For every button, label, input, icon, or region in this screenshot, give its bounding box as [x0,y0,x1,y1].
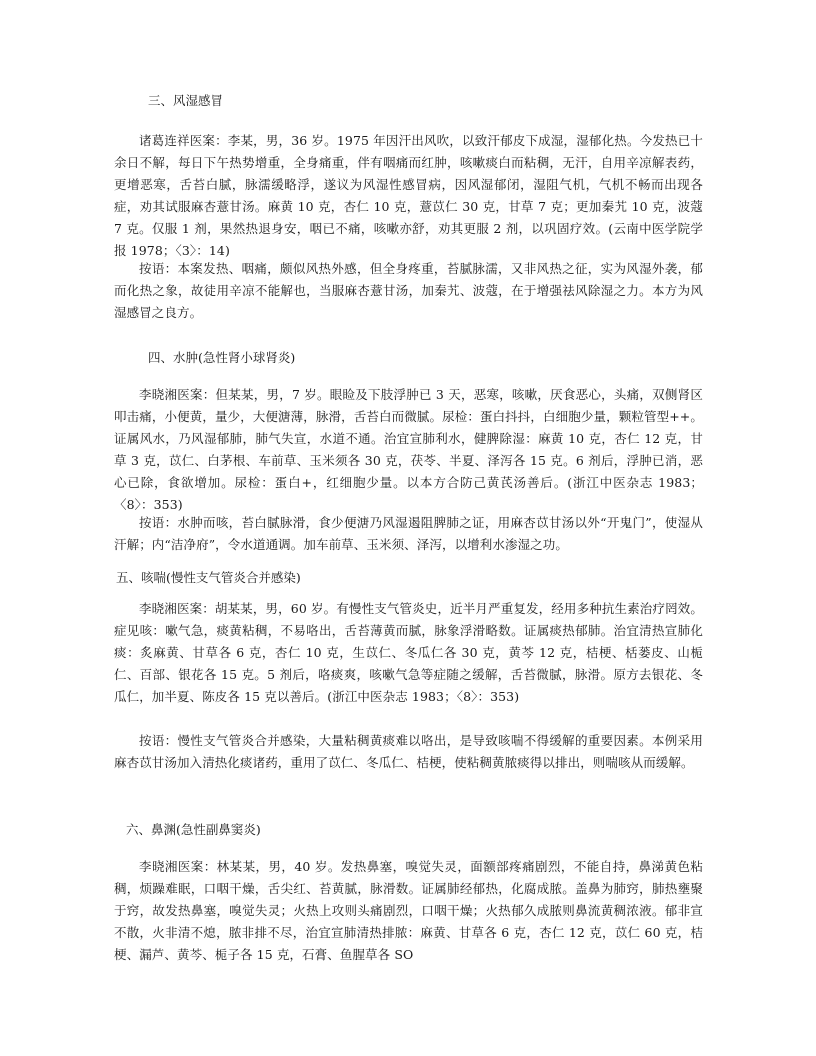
commentary-paragraph: 按语：慢性支气管炎合并感染，大量粘稠黄痰难以咯出，是导致咳喘不得缓解的重要因素。本例采用麻杏苡甘汤加入清热化痰诸药，重用了苡仁、冬瓜仁、桔梗，使粘稠黄脓痰得以排出，则喘咳从而缓解。 [114,733,703,770]
section-heading-cough-asthma: 五、咳喘(慢性支气管炎合并感染) [116,570,301,585]
case-paragraph: 诸葛连祥医案：李某，男，36 岁。1975 年因汗出风吹，以致汗郁皮下成湿，湿郁化热。今发热已十余日不解，每日下午热势增重，全身痛重，伴有咽痛而红肿，咳嗽痰白而粘稠，无汗，自用辛凉解表药，更增恶寒，舌苔白腻，脉濡缓略浮，遂议为风湿性感冒病，因风湿郁闭，湿阻气机，气机不畅而出现各症，劝其试服麻杏薏甘汤。麻黄 10 克，杏仁 10 克，薏苡仁 30 克，甘草 7 克；更加秦艽 10 克，波蔻 7 克。仅服 1 剂，果然热退身安，咽已不痛，咳嗽亦舒，劝其更服 2 剂，以巩固疗效。(云南中医学院学报 1978；〈3〉：14) [114,133,703,258]
section-heading-edema: 四、水肿(急性肾小球肾炎) [148,350,296,365]
commentary-paragraph: 按语：本案发热、咽痛，颇似风热外感，但全身疼重，苔腻脉濡，又非风热之征，实为风湿外袭，郁而化热之象，故徒用辛凉不能解也，当服麻杏薏甘汤，加秦艽、波蔻，在于增强祛风除湿之力。本方为风湿感冒之良方。 [114,261,703,320]
section-heading-sinusitis: 六、鼻渊(急性副鼻窦炎) [126,822,261,837]
section-heading-wind-damp-cold: 三、风湿感冒 [148,93,224,108]
commentary-paragraph: 按语：水肿而咳，苔白腻脉滑，食少便溏乃风湿遏阻脾肺之证，用麻杏苡甘汤以外“开鬼门”，使湿从汗解；内“洁净府”，令水道通调。加车前草、玉米须、泽泻，以增利水渗湿之功。 [114,515,703,552]
case-paragraph: 李晓湘医案：但某某，男，7 岁。眼睑及下肢浮肿已 3 天，恶寒，咳嗽，厌食恶心，头痛，双侧肾区叩击痛，小便黄，量少，大便溏薄，脉滑，舌苔白而微腻。尿检：蛋白抖抖，白细胞少量，颗粒管型++。证属风水，乃风湿郁肺，肺气失宣，水道不通。治宜宣肺利水，健脾除湿：麻黄 10 克，杏仁 12 克，甘草 3 克，苡仁、白茅根、车前草、玉米须各 30 克，茯苓、半夏、泽泻各 15 克。6 剂后，浮肿已消，恶心已除，食欲增加。尿检：蛋白+，红细胞少量。以本方合防己黄芪汤善后。(浙江中医杂志 1983；〈8〉：353) [114,387,703,512]
case-paragraph: 李晓湘医案：林某某，男，40 岁。发热鼻塞，嗅觉失灵，面额部疼痛剧烈，不能自持，鼻涕黄色粘稠，烦躁难眠，口咽干燥，舌尖红、苔黄腻，脉滑数。证属肺经郁热，化腐成脓。盖鼻为肺窍，肺热壅聚于窍，故发热鼻塞，嗅觉失灵；火热上攻则头痛剧烈，口咽干燥；火热郁久成脓则鼻流黄稠浓液。郁非宣不散，火非清不熄，脓非排不尽，治宜宣肺清热排脓：麻黄、甘草各 6 克，杏仁 12 克，苡仁 60 克，桔梗、漏芦、黄芩、栀子各 15 克，石膏、鱼腥草各 SO [114,859,703,962]
case-paragraph: 李晓湘医案：胡某某，男，60 岁。有慢性支气管炎史，近半月严重复发，经用多种抗生素治疗罔效。症见咳：嗽气急，痰黄粘稠，不易咯出，舌苔薄黄而腻，脉象浮滑略数。证属痰热郁肺。治宜清热宣肺化痰：炙麻黄、甘草各 6 克，杏仁 10 克，生苡仁、冬瓜仁各 30 克，黄芩 12 克，桔梗、栝蒌皮、山栀仁、百部、银花各 15 克。5 剂后，咯痰爽，咳嗽气急等症随之缓解，舌苔微腻，脉滑。原方去银花、冬瓜仁，加半夏、陈皮各 15 克以善后。(浙江中医杂志 1983；〈8〉：353) [114,601,703,704]
